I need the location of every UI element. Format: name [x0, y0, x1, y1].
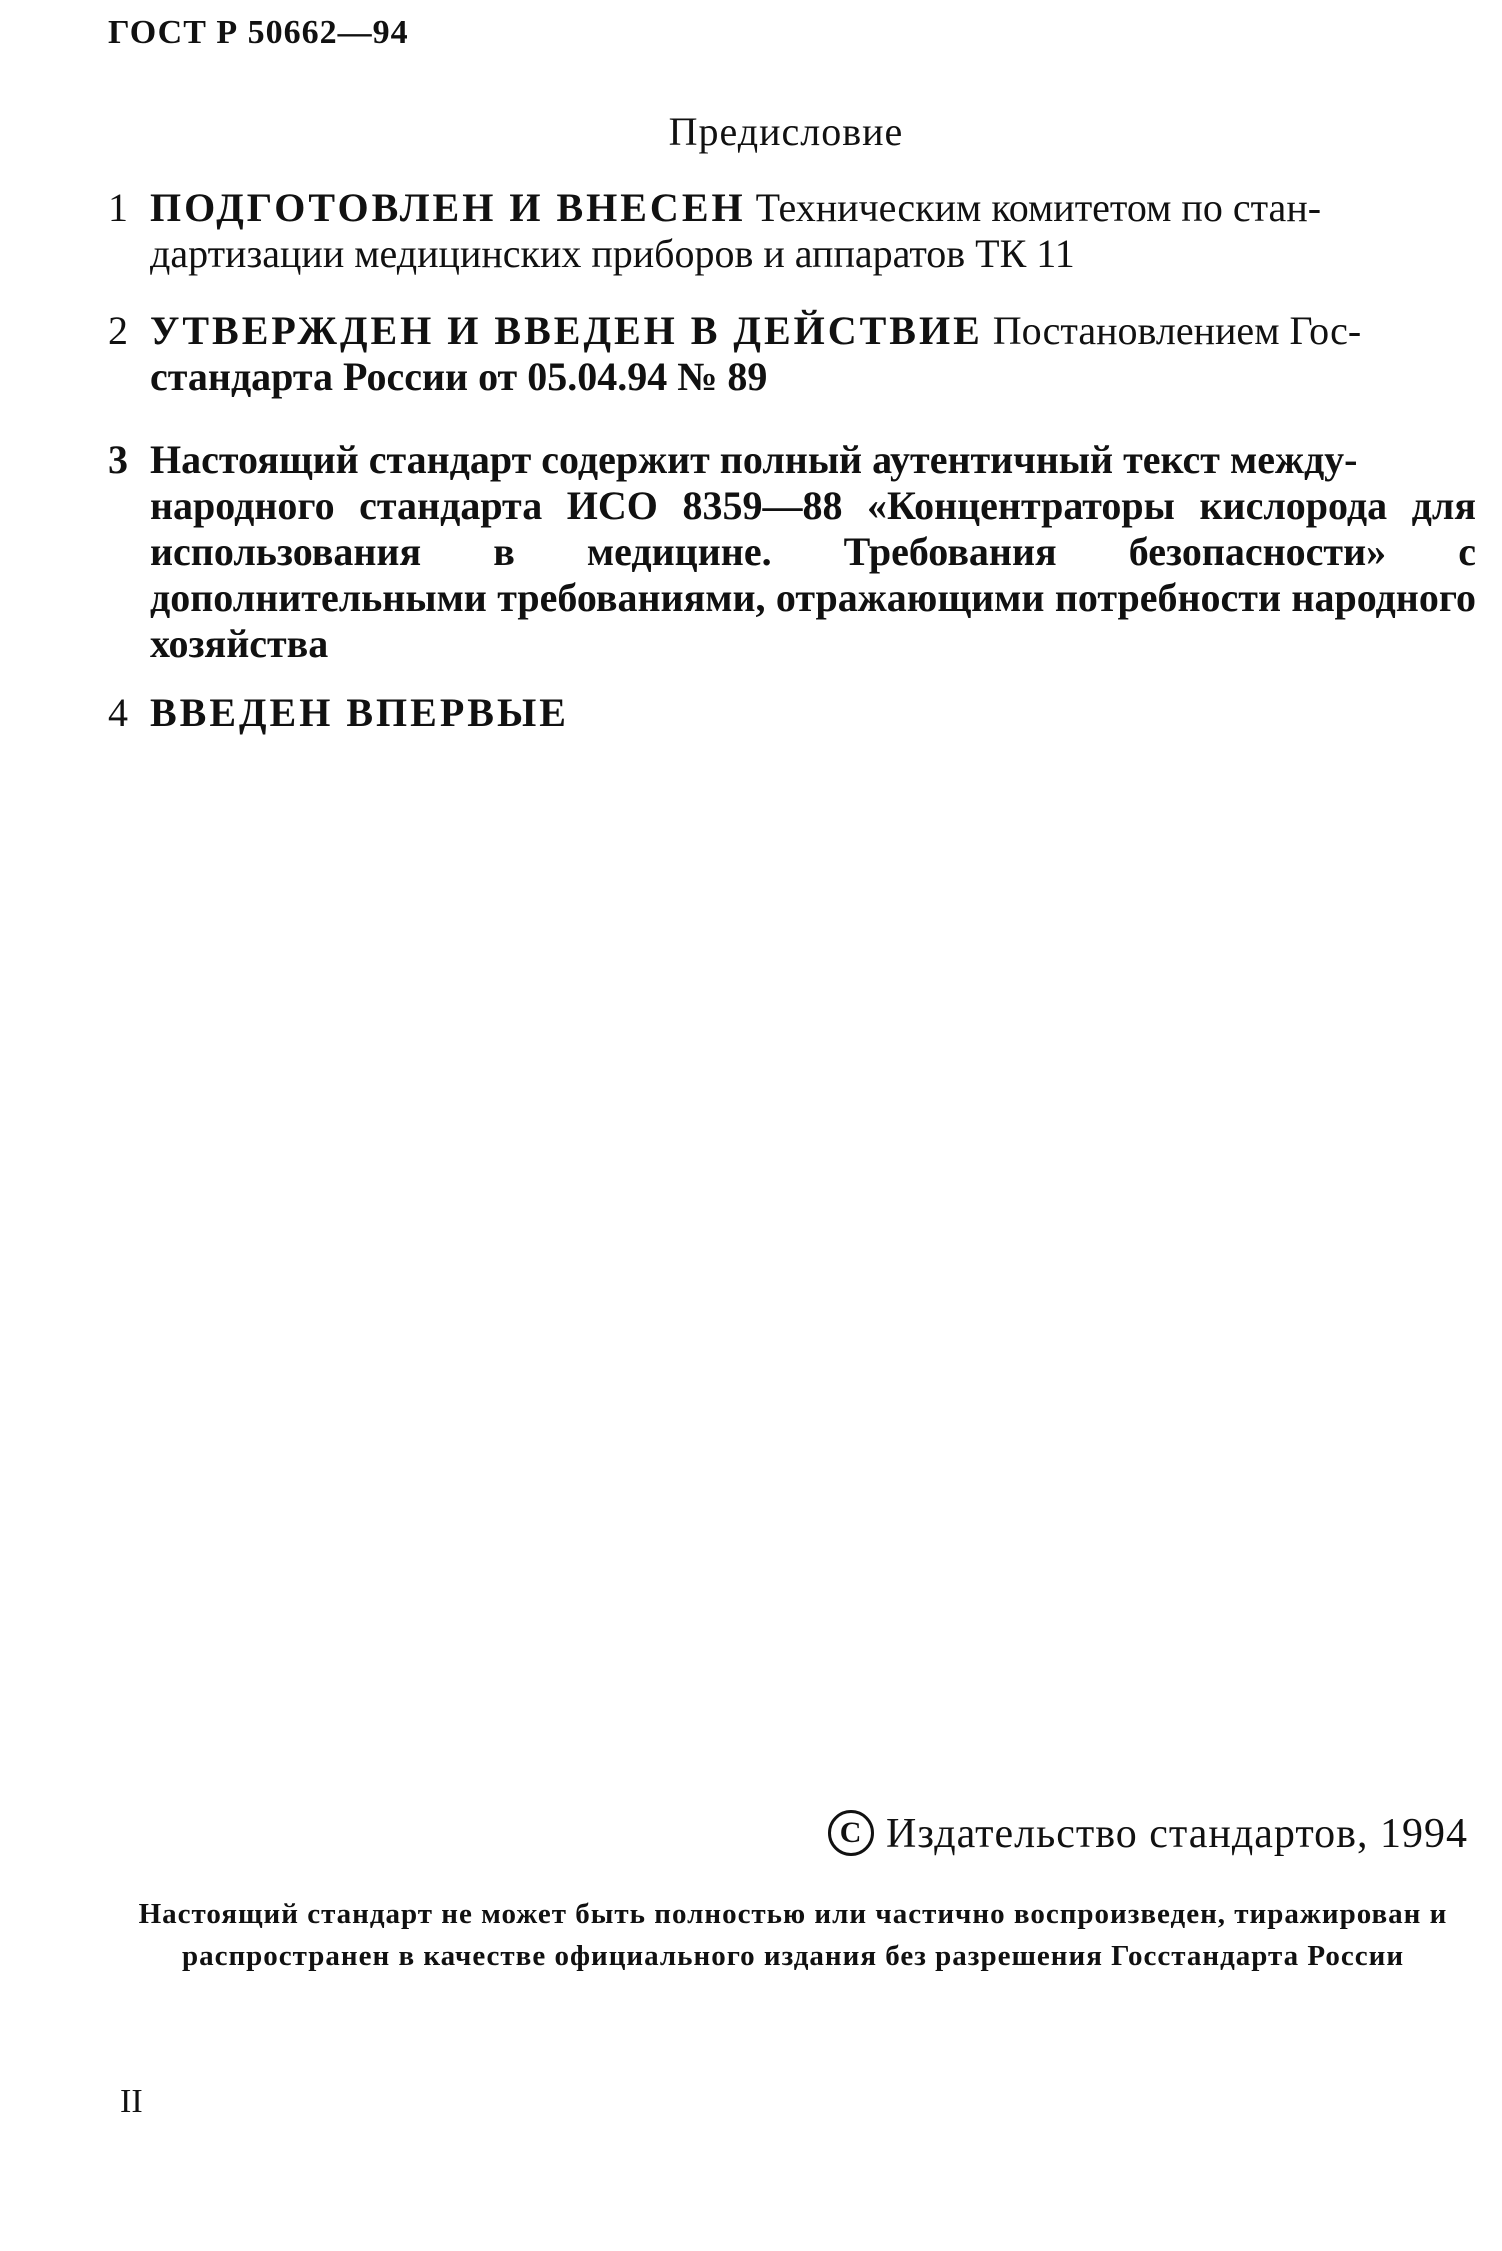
preface-item-2	[108, 308, 1476, 400]
preface-item-3	[108, 437, 1476, 667]
item-lead: ПОДГОТОВЛЕН И ВНЕСЕН	[150, 185, 746, 230]
running-head: ГОСТ Р 50662—94	[108, 14, 409, 51]
copyright-text: Издательство стандартов, 1994	[886, 1811, 1468, 1857]
item-text-rest: дартизации медицинских приборов и аппаратов ТК 11	[150, 231, 1075, 276]
item-lead: УТВЕРЖДЕН И ВВЕДЕН В ДЕЙСТВИЕ	[150, 308, 983, 353]
item-text-line1: Постановлением Гос-	[982, 308, 1362, 353]
item-lead: ВВЕДЕН ВПЕРВЫЕ	[150, 690, 569, 735]
item-number: 3	[108, 437, 128, 482]
item-text-line1: Техническим комитетом по стан-	[745, 185, 1322, 230]
item-number: 2	[108, 308, 128, 353]
page-title: Предисловие	[668, 109, 904, 154]
copyright-icon: C	[828, 1810, 874, 1856]
copyright-line	[828, 1810, 1468, 1860]
page-number: II	[120, 2083, 143, 2120]
item-number: 4	[108, 690, 128, 735]
reproduction-notice: Настоящий стандарт не может быть полностью или частично воспроизведен, тиражирован и распространен в качестве официального издания без разрешения Госстандарта России	[138, 1898, 1448, 1972]
item-text-line1: Настоящий стандарт содержит полный аутентичный текст между-	[150, 437, 1358, 482]
item-text-rest: народного стандарта ИСО 8359—88 «Концентраторы кислорода для использования в медицине. Требования безопасности» с дополнительными требованиями, отражающими потребности народного хозяйства	[150, 483, 1476, 666]
preface-item-4	[108, 690, 1476, 736]
item-text-rest: стандарта России от 05.04.94 № 89	[150, 354, 768, 399]
preface-item-1	[108, 185, 1476, 277]
item-number: 1	[108, 185, 128, 230]
